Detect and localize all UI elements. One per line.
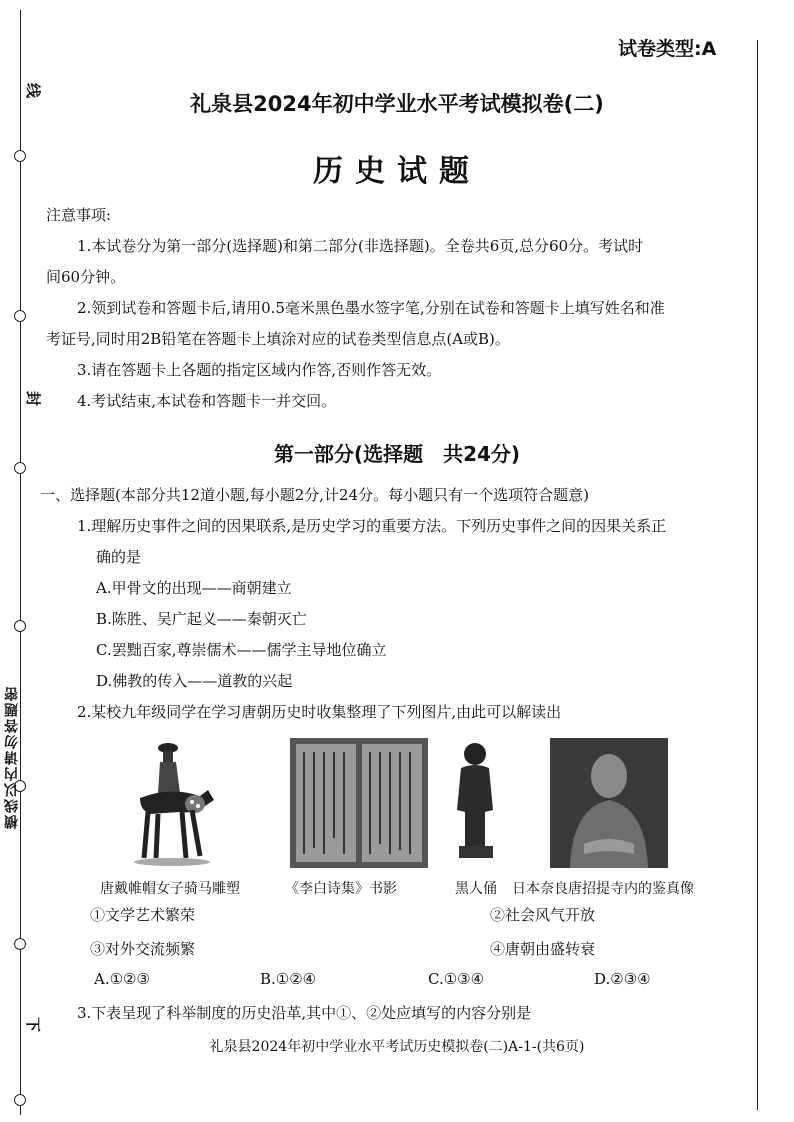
- q1-option-a: A.甲骨文的出现——商朝建立: [96, 579, 292, 597]
- margin-warning: 横线以内请勿答题密: [4, 685, 20, 829]
- q1-stem: 1.理解历史事件之间的因果联系,是历史学习的重要方法。下列历史事件之间的因果关系正: [77, 517, 667, 535]
- margin-char-below: 下: [24, 1016, 43, 1033]
- notice-item: 4.考试结束,本试卷和答题卡一并交回。: [77, 392, 337, 410]
- q2-photo-row: [100, 738, 740, 873]
- q2-statement: ①文学艺术繁荣: [90, 906, 196, 924]
- binding-hole: [14, 310, 26, 322]
- question-block: [40, 480, 746, 728]
- notice-heading: 注意事项:: [46, 206, 112, 224]
- subject-title: 历史试题: [313, 154, 481, 189]
- q1-option-d: D.佛教的传入——道教的兴起: [96, 672, 293, 690]
- q1-stem-cont: 确的是: [96, 548, 142, 566]
- section-heading: 一、选择题(本部分共12道小题,每小题2分,计24分。每小题只有一个选项符合题意): [40, 486, 589, 504]
- notice-item: 间60分钟。: [46, 268, 126, 286]
- q1-option-b: B.陈胜、吴广起义——秦朝灭亡: [96, 610, 307, 628]
- q2-stem: 2.某校九年级同学在学习唐朝历史时收集整理了下列图片,由此可以解读出: [77, 703, 562, 721]
- q2-answer-a: A.①②③: [94, 970, 150, 988]
- q2-answer-d: D.②③④: [594, 970, 651, 988]
- q2-answer-b: B.①②④: [260, 970, 317, 988]
- q3-block: [46, 998, 746, 1029]
- q2-statement: ②社会风气开放: [490, 906, 596, 924]
- q2-answer-c: C.①③④: [428, 970, 485, 988]
- notice-item: 2.领到试卷和答题卡后,请用0.5毫米黑色墨水签字笔,分别在试卷和答题卡上填写姓名和准: [77, 299, 665, 317]
- notice-item: 3.请在答题卡上各题的指定区域内作答,否则作答无效。: [77, 361, 442, 379]
- q2-statement: ③对外交流频繁: [90, 940, 196, 958]
- horse-rider-figure-image: [130, 738, 220, 868]
- photo-caption: 《李白诗集》书影: [285, 881, 397, 897]
- binding-hole: [14, 1094, 26, 1106]
- margin-char-seal: 封: [24, 390, 43, 407]
- margin-char-line: 线: [24, 82, 43, 99]
- q3-stem: 3.下表呈现了科举制度的历史沿革,其中①、②处应填写的内容分别是: [77, 1004, 532, 1022]
- notice-block: [46, 200, 746, 417]
- paper-type: 试卷类型:A: [618, 38, 717, 60]
- li-bai-book-image: [290, 738, 428, 868]
- photo-caption: 唐戴帷帽女子骑马雕塑: [100, 881, 240, 897]
- q1-option-c: C.罢黜百家,尊崇儒术——儒学主导地位确立: [96, 641, 387, 659]
- notice-item: 1.本试卷分为第一部分(选择题)和第二部分(非选择题)。全卷共6页,总分60分。考试时: [77, 237, 644, 255]
- figurine-image: [445, 738, 505, 868]
- photo-caption: 黑人俑: [455, 881, 497, 897]
- jianzhen-statue-image: [550, 738, 668, 868]
- binding-hole: [14, 938, 26, 950]
- right-border-line: [757, 40, 758, 1110]
- part-one-title: 第一部分(选择题 共24分): [273, 442, 521, 466]
- photo-caption: 日本奈良唐招提寺内的鉴真像: [512, 881, 694, 897]
- exam-title: 礼泉县2024年初中学业水平考试模拟卷(二): [190, 92, 604, 116]
- q2-statement: ④唐朝由盛转衰: [490, 940, 596, 958]
- binding-hole: [14, 620, 26, 632]
- page-footer: 礼泉县2024年初中学业水平考试历史模拟卷(二)A-1-(共6页): [209, 1039, 585, 1055]
- notice-item: 考证号,同时用2B铅笔在答题卡上填涂对应的试卷类型信息点(A或B)。: [46, 330, 510, 348]
